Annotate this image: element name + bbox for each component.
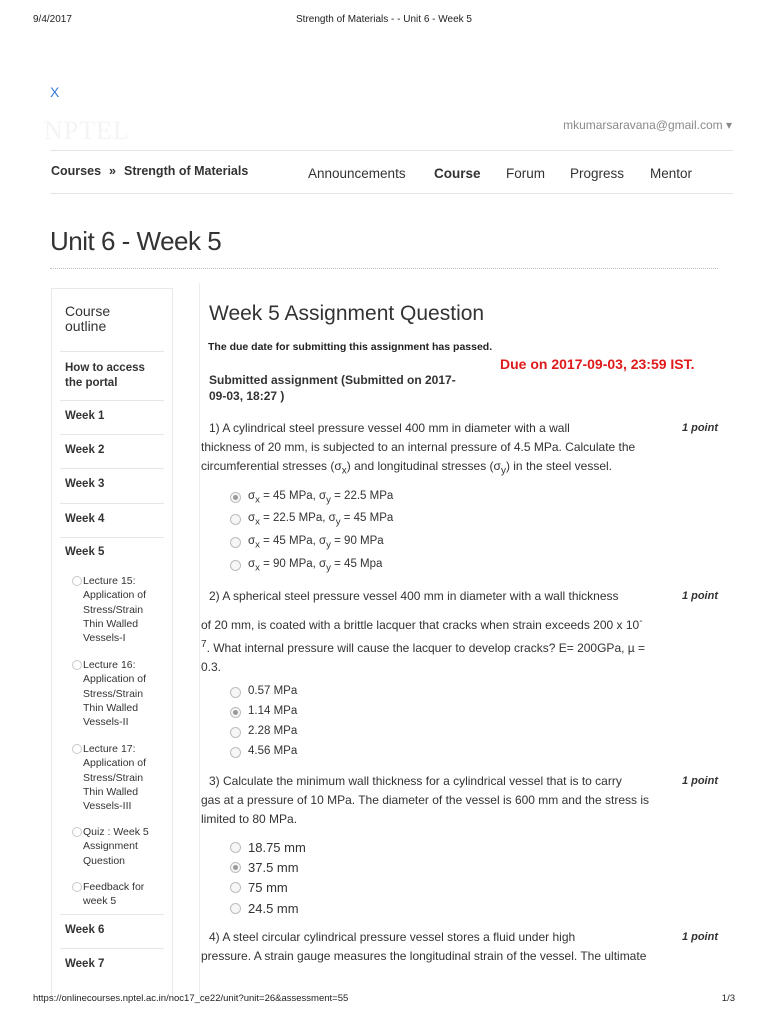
radio-unselected[interactable] xyxy=(230,727,241,738)
radio-unselected[interactable] xyxy=(230,560,241,571)
course-outline-sidebar: Course outline How to access the portal Week 1 Week 2 Week 3 Week 4 Week 5 Lecture 15: Application of Stress/Strain Thin Walled Vessels-I Lecture 16: Application of Stress/Strain Thin Walled Vessels-II Lecture 17: Application of Stress/Strain Thin Walled Vessels-III Quiz : Week 5 Assignment Question Feedback for week 5 Week 6 Week 7 xyxy=(51,288,173,999)
sidebar-divider xyxy=(60,503,164,504)
tab-announcements[interactable]: Announcements xyxy=(308,166,406,181)
radio-unselected[interactable] xyxy=(230,842,241,853)
tab-progress[interactable]: Progress xyxy=(570,166,625,181)
unvisited-circle-icon xyxy=(72,827,82,837)
sidebar-divider xyxy=(60,400,164,401)
sidebar-divider xyxy=(60,914,164,915)
print-date: 9/4/2017 xyxy=(33,14,72,25)
breadcrumb-separator: » xyxy=(109,164,116,178)
sidebar-divider xyxy=(60,948,164,949)
close-button[interactable]: X xyxy=(50,84,60,100)
radio-unselected[interactable] xyxy=(230,537,241,548)
print-page-number: 1/3 xyxy=(721,993,735,1004)
assignment-panel: Week 5 Assignment Question The due date for submitting this assignment has passed. Due on 2017-09-03, 23:59 IST. Submitted assignment (Submitted on 2017- 09-03, 18:27 ) 1 point 1) A cylindrical steel pressure vessel 400 mm in diameter with a wall thickness of 20 mm, is subjected to an internal pressure of 4.5 MPa. Calculate the circumferential stresses $(\sigma_x)$ and longitudinal stresses $(\sigma_y)$ in the steel vessel. $\sigma_x = 45$ MPa, $\sigma_y = 22.5$ MPa $\sigma_x = 22.5$ MPa, $\sigma_y = 45$ MPa $\sigma_x = 45$ MPa, $\sigma_y = 90$ MPa $\sigma_x = 90$ MPa, $\sigma_y = 45$ Mpa 1 point 2) A spherical steel pressure vessel 400 mm in diameter with a wall thickness of 20 mm, is coated with a brittle lacquer that cracks when strain exceeds 200 x 10- $^7$. What internal pressure will cause the lacquer to develop cracks? E= 200GPa, µ = 0.3. 0.57 MPa 1.14 MPa 2.28 MPa 4.56 MPa 1 point 3) Calculate the minimum wall thickness for a cylindrical vessel that is to carry gas at a pressure of 10 MPa. The diameter of the vessel is 600 mm and the stress is limited to 80 MPa. 18.75 mm 37.5 mm 75 mm 24.5 mm 1 point 4) A steel circular cylindrical pressure vessel stores a fluid under high pressure. A strain gauge measures the longitudinal strain of the vessel. The ultimate xyxy=(199,283,718,998)
question-text: 4) A steel circular cylindrical pressure vessel stores a fluid under high pressure. A strain gauge measures the longitudinal strain of the vessel. The ultimate xyxy=(201,930,647,963)
tab-course[interactable]: Course xyxy=(434,166,481,181)
sidebar-divider xyxy=(60,537,164,538)
due-date: Due on 2017-09-03, 23:59 IST. xyxy=(500,356,695,372)
print-url: https://onlinecourses.nptel.ac.in/noc17_ce22/unit?unit=26&assessment=55 xyxy=(33,993,349,1004)
sidebar-divider xyxy=(60,351,164,352)
sidebar-divider xyxy=(60,434,164,435)
submission-status: Submitted assignment (Submitted on 2017- 09-03, 18:27 ) xyxy=(209,373,456,403)
breadcrumb xyxy=(51,164,248,178)
unvisited-circle-icon xyxy=(72,744,82,754)
title-divider xyxy=(50,268,718,269)
question-text: 2) A spherical steel pressure vessel 400 mm in diameter with a wall thickness of 20 mm, is coated with a brittle lacquer that cracks when strain exceeds 200 x 10- $^7$. What internal pressure will cause the lacquer to develop cracks? E= 200GPa, µ = 0.3. xyxy=(201,589,646,674)
unvisited-circle-icon xyxy=(72,576,82,586)
radio-unselected[interactable] xyxy=(230,747,241,758)
radio-unselected[interactable] xyxy=(230,903,241,914)
assignment-title: Week 5 Assignment Question xyxy=(209,302,485,325)
radio-unselected[interactable] xyxy=(230,687,241,698)
question-points: 1 point xyxy=(681,590,718,602)
user-menu[interactable]: mkumarsaravana@gmail.com ▾ xyxy=(563,118,732,132)
radio-unselected[interactable] xyxy=(230,882,241,893)
radio-selected[interactable] xyxy=(230,707,241,718)
sidebar-heading: Course outline xyxy=(65,303,111,334)
radio-selected[interactable] xyxy=(230,492,241,503)
unvisited-circle-icon xyxy=(72,882,82,892)
question-points: 1 point xyxy=(681,931,718,943)
breadcrumb-courses[interactable]: Courses xyxy=(51,164,102,178)
course-navbar xyxy=(50,150,733,194)
print-title: Strength of Materials - - Unit 6 - Week 5 xyxy=(296,14,472,25)
breadcrumb-course[interactable]: Strength of Materials xyxy=(123,164,249,178)
nptel-logo: NPTEL xyxy=(44,116,130,145)
question-points: 1 point xyxy=(681,775,718,787)
tab-mentor[interactable]: Mentor xyxy=(650,166,693,181)
radio-selected[interactable] xyxy=(230,862,241,873)
page-title: Unit 6 - Week 5 xyxy=(50,226,222,256)
question-text: 3) Calculate the minimum wall thickness for a cylindrical vessel that is to carry gas at a pressure of 10 MPa. The diameter of the vessel is 600 mm and the stress is limited to 80 MPa. xyxy=(201,774,649,826)
unvisited-circle-icon xyxy=(72,660,82,670)
tab-forum[interactable]: Forum xyxy=(506,166,546,181)
radio-unselected[interactable] xyxy=(230,514,241,525)
sidebar-divider xyxy=(60,468,164,469)
question-points: 1 point xyxy=(681,422,718,434)
due-date-passed-notice: The due date for submitting this assignment has passed. xyxy=(208,341,493,353)
question-text: 1) A cylindrical steel pressure vessel 400 mm in diameter with a wall thickness of 20 mm, is subjected to an internal pressure of 4.5 MPa. Calculate the circumferential stresses $(\sigma_x)$ and longitudinal stresses $(\sigma_y)$ in the steel vessel. xyxy=(201,421,636,477)
